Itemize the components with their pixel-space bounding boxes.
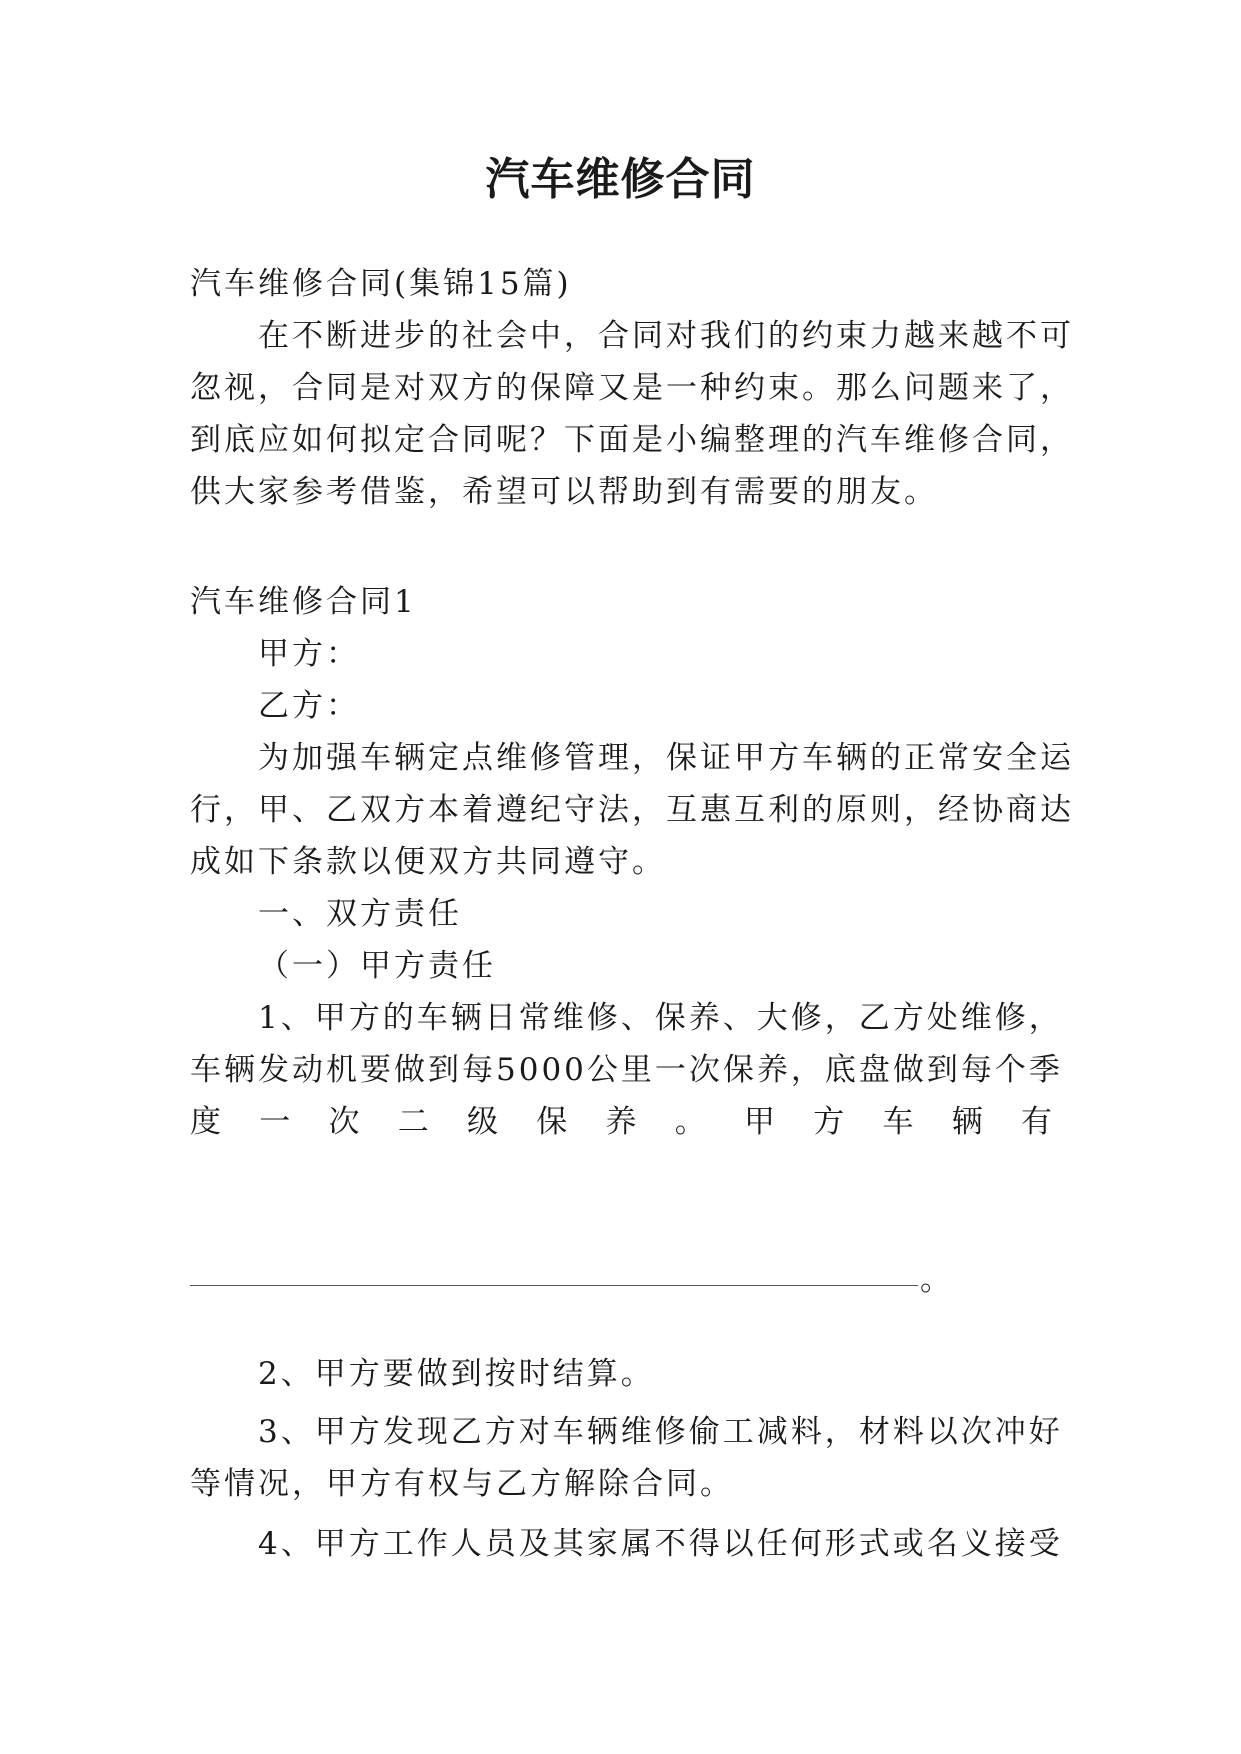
spread-char: 甲 xyxy=(744,1104,775,1140)
item1-line-2: 车辆发动机要做到每5000公里一次保养，底盘做到每个季 xyxy=(190,1052,1063,1088)
purpose-line-3: 成如下条款以便双方共同遵守。 xyxy=(190,844,666,880)
clause-heading: 一、双方责任 xyxy=(258,896,462,932)
spread-char: 有 xyxy=(1021,1104,1052,1140)
spread-char: 方 xyxy=(813,1104,845,1140)
sub-heading: （一）甲方责任 xyxy=(258,948,496,984)
party-a-label: 甲方： xyxy=(258,636,360,672)
party-b-label: 乙方： xyxy=(258,688,360,724)
intro-line-2: 忽视，合同是对双方的保障又是一种约束。那么问题来了， xyxy=(190,370,1074,406)
spread-char: 二 xyxy=(397,1104,429,1140)
spread-char: 度 xyxy=(190,1104,221,1140)
item2-line: 2、甲方要做到按时结算。 xyxy=(258,1356,655,1392)
spread-char: 一 xyxy=(259,1104,291,1140)
spread-char: 次 xyxy=(328,1104,360,1140)
section-heading: 汽车维修合同1 xyxy=(190,584,417,620)
spread-char: 。 xyxy=(674,1104,706,1140)
spread-char: 保 xyxy=(536,1104,568,1140)
spread-char: 养 xyxy=(605,1104,637,1140)
fill-in-blank-line xyxy=(190,1285,918,1286)
intro-line-1: 在不断进步的社会中，合同对我们的约束力越来越不可 xyxy=(258,318,1074,354)
spread-char: 辆 xyxy=(951,1104,983,1140)
spread-char: 级 xyxy=(467,1104,498,1140)
blank-end-period: 。 xyxy=(920,1262,951,1298)
purpose-line-1: 为加强车辆定点维修管理，保证甲方车辆的正常安全运 xyxy=(258,740,1074,776)
item4-line-1: 4、甲方工作人员及其家属不得以任何形式或名义接受 xyxy=(258,1526,1063,1562)
item1-line-3 xyxy=(190,1100,1052,1144)
item1-line-1: 1、甲方的车辆日常维修、保养、大修，乙方处维修， xyxy=(258,1000,1063,1036)
purpose-line-2: 行，甲、乙双方本着遵纪守法，互惠互利的原则，经协商达 xyxy=(190,792,1074,828)
item3-line-2: 等情况，甲方有权与乙方解除合同。 xyxy=(190,1466,734,1502)
intro-line-4: 供大家参考借鉴，希望可以帮助到有需要的朋友。 xyxy=(190,474,938,510)
spread-char: 车 xyxy=(882,1104,914,1140)
item3-line-1: 3、甲方发现乙方对车辆维修偷工减料，材料以次冲好 xyxy=(258,1414,1063,1450)
intro-line-3: 到底应如何拟定合同呢？下面是小编整理的汽车维修合同， xyxy=(190,422,1074,458)
document-title: 汽车维修合同 xyxy=(485,154,756,205)
document-subtitle: 汽车维修合同(集锦15篇) xyxy=(190,266,572,302)
